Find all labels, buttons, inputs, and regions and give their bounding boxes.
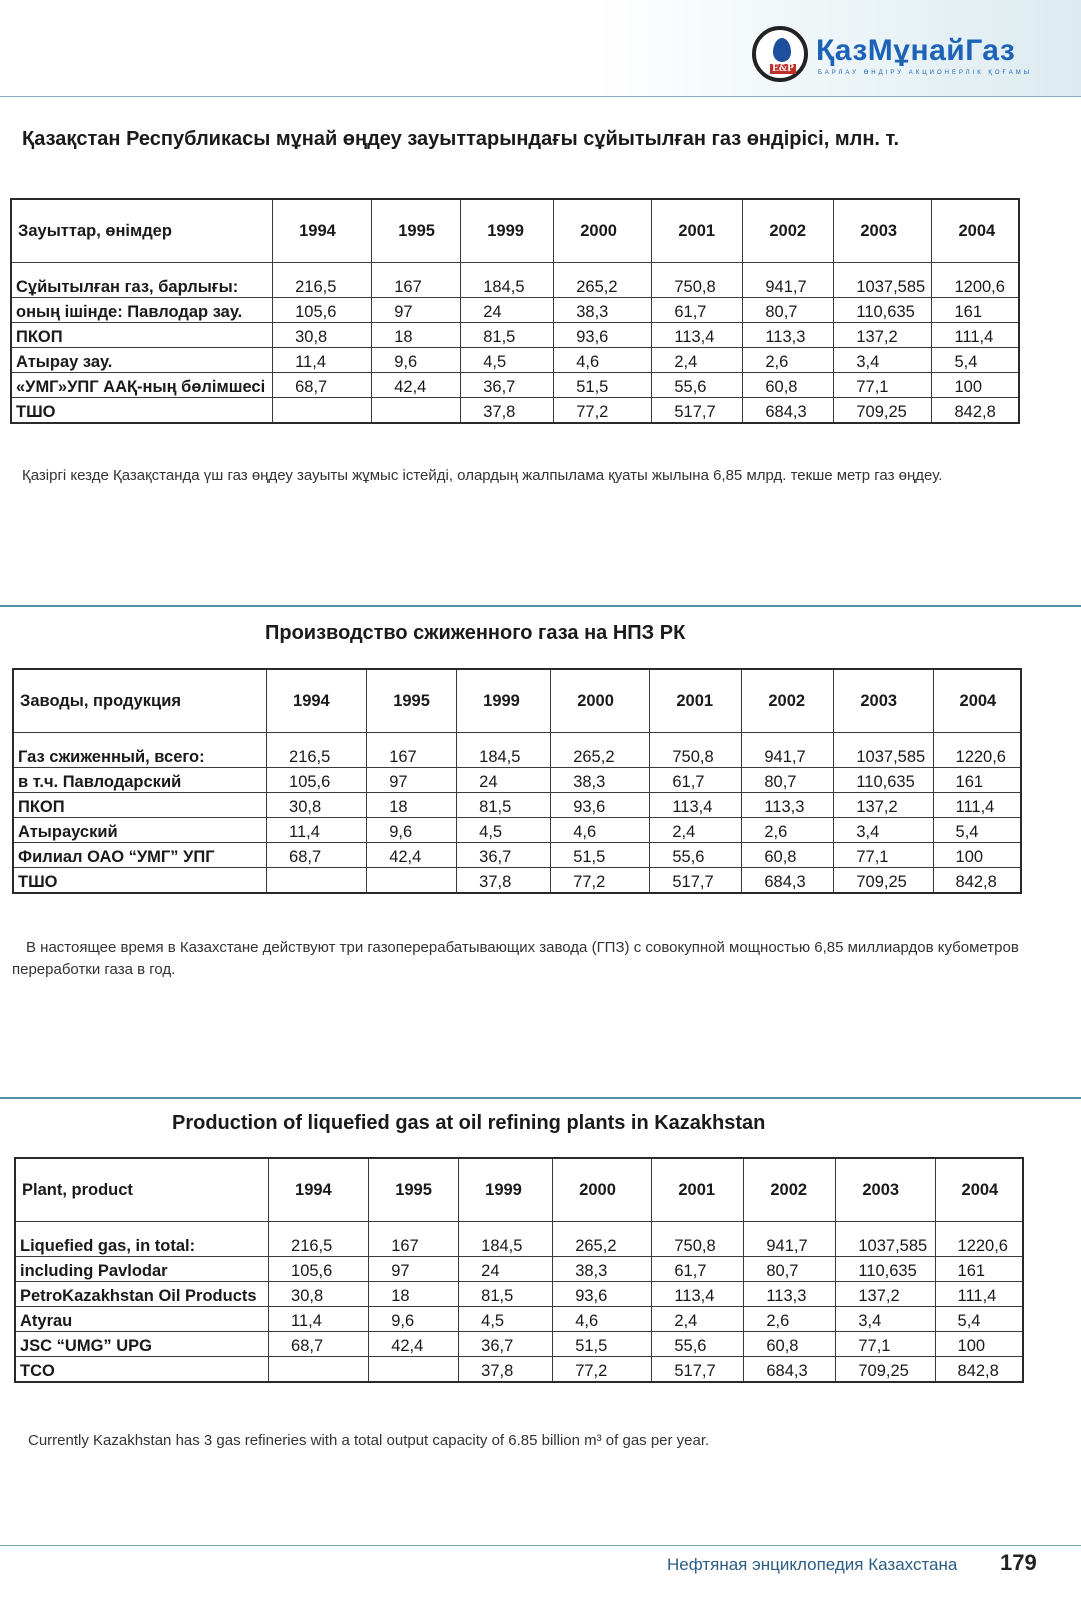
- table-cell: 2,6: [744, 1307, 836, 1332]
- table-cell: 30,8: [267, 793, 367, 818]
- table-cell: 517,7: [652, 398, 743, 424]
- table-cell: 9,6: [369, 1307, 459, 1332]
- table-cell: 55,6: [650, 843, 742, 868]
- table-cell: 4,6: [554, 348, 652, 373]
- column-header-year: 2002: [744, 1158, 836, 1222]
- table-cell: [273, 398, 372, 424]
- column-header-year: 2000: [553, 1158, 652, 1222]
- row-label: ТШО: [13, 868, 267, 894]
- table-cell: [269, 1357, 369, 1383]
- table-cell: 100: [933, 843, 1021, 868]
- column-header-year: 2004: [933, 669, 1021, 733]
- column-header-year: 2004: [932, 199, 1019, 263]
- table-cell: 110,635: [836, 1257, 935, 1282]
- section-divider: [0, 1097, 1081, 1099]
- table-cell: 9,6: [372, 348, 461, 373]
- table-row: [11, 398, 1019, 424]
- table-cell: 105,6: [273, 298, 372, 323]
- column-header-year: 1999: [457, 669, 551, 733]
- table-cell: 105,6: [269, 1257, 369, 1282]
- table-row: [13, 868, 1021, 894]
- section-title-russian: Производство сжиженного газа на НПЗ РК: [265, 622, 686, 644]
- table-cell: 111,4: [935, 1282, 1023, 1307]
- section-divider: [0, 605, 1081, 607]
- table-cell: 77,1: [836, 1332, 935, 1357]
- table-cell: 2,4: [650, 818, 742, 843]
- table-row: [15, 1282, 1023, 1307]
- table-cell: 5,4: [933, 818, 1021, 843]
- table-header-row: [13, 669, 1021, 733]
- column-header-year: 2003: [836, 1158, 935, 1222]
- row-label: ПКОП: [11, 323, 273, 348]
- table-cell: 80,7: [743, 298, 834, 323]
- table-cell: 684,3: [742, 868, 834, 894]
- table-cell: 81,5: [459, 1282, 553, 1307]
- table-row: [13, 818, 1021, 843]
- column-header-year: 2001: [650, 669, 742, 733]
- logo-badge: E&P: [772, 64, 794, 74]
- table-row: [13, 768, 1021, 793]
- table-cell: 55,6: [652, 1332, 744, 1357]
- table-cell: 750,8: [652, 1222, 744, 1257]
- table-cell: 30,8: [273, 323, 372, 348]
- table-cell: 3,4: [836, 1307, 935, 1332]
- header-divider: [0, 96, 1081, 97]
- column-header-label: Зауыттар, өнімдер: [11, 199, 273, 263]
- table-cell: 1037,585: [836, 1222, 935, 1257]
- column-header-year: 1995: [372, 199, 461, 263]
- table-cell: 4,5: [459, 1307, 553, 1332]
- table-cell: 61,7: [652, 1257, 744, 1282]
- column-header-year: 1994: [267, 669, 367, 733]
- table-cell: 1037,585: [834, 733, 933, 768]
- table-cell: 216,5: [273, 263, 372, 298]
- table-row: [15, 1307, 1023, 1332]
- table-cell: 842,8: [932, 398, 1019, 424]
- footer-title: Нефтяная энциклопедия Казахстана: [667, 1555, 958, 1574]
- table-cell: 77,1: [834, 373, 932, 398]
- table-row: [13, 733, 1021, 768]
- table-row: [15, 1257, 1023, 1282]
- page-number: 179: [1000, 1550, 1037, 1575]
- row-label: оның ішінде: Павлодар зау.: [11, 298, 273, 323]
- table-cell: 97: [367, 768, 457, 793]
- column-header-year: 2000: [551, 669, 650, 733]
- row-label: «УМГ»УПГ ААҚ-ның бөлімшесі: [11, 373, 273, 398]
- table-cell: 68,7: [267, 843, 367, 868]
- table-cell: 842,8: [933, 868, 1021, 894]
- table-cell: 265,2: [554, 263, 652, 298]
- table-cell: 517,7: [650, 868, 742, 894]
- table-cell: 750,8: [650, 733, 742, 768]
- table-cell: 3,4: [834, 348, 932, 373]
- table-cell: 5,4: [935, 1307, 1023, 1332]
- table-cell: 265,2: [551, 733, 650, 768]
- table-cell: 93,6: [554, 323, 652, 348]
- table-cell: 37,8: [459, 1357, 553, 1383]
- table-cell: 709,25: [834, 868, 933, 894]
- logo-emblem-icon: [752, 26, 808, 82]
- table-cell: 77,2: [554, 398, 652, 424]
- column-header-year: 1995: [367, 669, 457, 733]
- table-cell: 97: [372, 298, 461, 323]
- table-row: [13, 793, 1021, 818]
- table-cell: 517,7: [652, 1357, 744, 1383]
- column-header-year: 2001: [652, 199, 743, 263]
- table-cell: 161: [932, 298, 1019, 323]
- table-cell: 61,7: [650, 768, 742, 793]
- column-header-year: 1999: [461, 199, 554, 263]
- table-cell: 11,4: [273, 348, 372, 373]
- table-header-row: [11, 199, 1019, 263]
- row-label: JSC “UMG” UPG: [15, 1332, 269, 1357]
- table-cell: 684,3: [744, 1357, 836, 1383]
- table-cell: 110,635: [834, 768, 933, 793]
- table-cell: 18: [372, 323, 461, 348]
- table-cell: 77,2: [551, 868, 650, 894]
- table-cell: 4,6: [553, 1307, 652, 1332]
- section-title-kazakh: Қазақстан Республикасы мұнай өңдеу зауыттарындағы сұйытылған газ өндірісі, млн. т.: [22, 128, 900, 150]
- column-header-year: 1999: [459, 1158, 553, 1222]
- table-cell: 68,7: [269, 1332, 369, 1357]
- table-row: [15, 1332, 1023, 1357]
- note-russian: В настоящее время в Казахстане действуют три газоперерабатывающих завода (ГПЗ) с совокупной мощностью 6,85 миллиардов кубометров переработки газа в год.: [12, 939, 1019, 978]
- table-cell: 111,4: [932, 323, 1019, 348]
- data-table-english: [14, 1157, 1024, 1383]
- table-cell: 2,6: [743, 348, 834, 373]
- table-cell: 750,8: [652, 263, 743, 298]
- column-header-year: 2003: [834, 669, 933, 733]
- table-cell: 38,3: [551, 768, 650, 793]
- table-row: [11, 298, 1019, 323]
- table-cell: 167: [369, 1222, 459, 1257]
- table-cell: 1220,6: [935, 1222, 1023, 1257]
- table-cell: 81,5: [461, 323, 554, 348]
- row-label: ТШО: [11, 398, 273, 424]
- row-label: Liquefied gas, in total:: [15, 1222, 269, 1257]
- row-label: Атырау зау.: [11, 348, 273, 373]
- row-label: including Pavlodar: [15, 1257, 269, 1282]
- table-cell: 24: [457, 768, 551, 793]
- table-cell: 111,4: [933, 793, 1021, 818]
- table-cell: 709,25: [836, 1357, 935, 1383]
- table-cell: 1220,6: [933, 733, 1021, 768]
- row-label: Atyrau: [15, 1307, 269, 1332]
- column-header-label: Plant, product: [15, 1158, 269, 1222]
- row-label: в т.ч. Павлодарский: [13, 768, 267, 793]
- table-cell: 113,3: [744, 1282, 836, 1307]
- table-cell: 9,6: [367, 818, 457, 843]
- table-cell: 1037,585: [834, 263, 932, 298]
- logo-subtitle: БАРЛАУ ӨНДІРУ АКЦИОНЕРЛІК ҚОҒАМЫ: [818, 70, 1033, 76]
- note-kazakh: Қазіргі кезде Қазақстанда үш газ өңдеу зауыты жұмыс істейді, олардың жалпылама қуаты жылына 6,85 млрд. текше метр газ өңдеу.: [22, 467, 943, 484]
- table-cell: 51,5: [551, 843, 650, 868]
- row-label: TCO: [15, 1357, 269, 1383]
- company-logo: [752, 24, 1052, 92]
- table-row: [11, 373, 1019, 398]
- table-cell: 4,6: [551, 818, 650, 843]
- row-label: ПКОП: [13, 793, 267, 818]
- table-cell: 2,4: [652, 1307, 744, 1332]
- table-cell: 81,5: [457, 793, 551, 818]
- table-row: [11, 323, 1019, 348]
- table-cell: 5,4: [932, 348, 1019, 373]
- table-cell: 80,7: [744, 1257, 836, 1282]
- table-cell: 184,5: [459, 1222, 553, 1257]
- table-cell: 161: [933, 768, 1021, 793]
- column-header-year: 2003: [834, 199, 932, 263]
- table-cell: 4,5: [461, 348, 554, 373]
- table-cell: 842,8: [935, 1357, 1023, 1383]
- table-cell: 216,5: [267, 733, 367, 768]
- row-label: Сұйытылған газ, барлығы:: [11, 263, 273, 298]
- note-english: Currently Kazakhstan has 3 gas refineries with a total output capacity of 6.85 billion m³ of gas per year.: [28, 1432, 710, 1449]
- table-cell: 113,4: [652, 323, 743, 348]
- column-header-year: 1994: [269, 1158, 369, 1222]
- data-table-kazakh: [10, 198, 1020, 424]
- table-cell: 941,7: [742, 733, 834, 768]
- table-cell: 93,6: [553, 1282, 652, 1307]
- table-cell: 93,6: [551, 793, 650, 818]
- table-cell: 113,4: [650, 793, 742, 818]
- table-cell: 51,5: [553, 1332, 652, 1357]
- table-cell: 1200,6: [932, 263, 1019, 298]
- table-cell: 77,1: [834, 843, 933, 868]
- table-cell: 77,2: [553, 1357, 652, 1383]
- table-cell: 60,8: [743, 373, 834, 398]
- table-cell: 80,7: [742, 768, 834, 793]
- table-cell: 18: [369, 1282, 459, 1307]
- table-cell: [372, 398, 461, 424]
- table-cell: 137,2: [834, 793, 933, 818]
- table-cell: 184,5: [461, 263, 554, 298]
- table-cell: 37,8: [461, 398, 554, 424]
- column-header-year: 1995: [369, 1158, 459, 1222]
- row-label: Филиал ОАО “УМГ” УПГ: [13, 843, 267, 868]
- table-cell: 60,8: [744, 1332, 836, 1357]
- table-cell: 24: [461, 298, 554, 323]
- table-cell: 137,2: [834, 323, 932, 348]
- oil-drop-icon: [773, 38, 791, 62]
- table-cell: 113,3: [743, 323, 834, 348]
- table-row: [11, 348, 1019, 373]
- table-cell: 167: [372, 263, 461, 298]
- table-cell: 265,2: [553, 1222, 652, 1257]
- table-cell: 36,7: [459, 1332, 553, 1357]
- table-cell: 184,5: [457, 733, 551, 768]
- column-header-year: 2004: [935, 1158, 1023, 1222]
- column-header-year: 2000: [554, 199, 652, 263]
- table-cell: 100: [935, 1332, 1023, 1357]
- table-cell: 684,3: [743, 398, 834, 424]
- table-cell: 2,4: [652, 348, 743, 373]
- table-cell: [367, 868, 457, 894]
- table-cell: 113,3: [742, 793, 834, 818]
- table-cell: 167: [367, 733, 457, 768]
- column-header-year: 1994: [273, 199, 372, 263]
- table-cell: 161: [935, 1257, 1023, 1282]
- table-cell: 110,635: [834, 298, 932, 323]
- table-cell: 36,7: [457, 843, 551, 868]
- table-cell: 113,4: [652, 1282, 744, 1307]
- table-cell: 709,25: [834, 398, 932, 424]
- table-cell: 68,7: [273, 373, 372, 398]
- table-row: [13, 843, 1021, 868]
- table-cell: 42,4: [372, 373, 461, 398]
- column-header-year: 2001: [652, 1158, 744, 1222]
- table-cell: 11,4: [267, 818, 367, 843]
- table-cell: 37,8: [457, 868, 551, 894]
- table-cell: 216,5: [269, 1222, 369, 1257]
- section-title-english: Production of liquefied gas at oil refining plants in Kazakhstan: [172, 1112, 766, 1134]
- footer-divider: [0, 1545, 1081, 1546]
- table-cell: 137,2: [836, 1282, 935, 1307]
- table-cell: 61,7: [652, 298, 743, 323]
- table-cell: 51,5: [554, 373, 652, 398]
- table-cell: 36,7: [461, 373, 554, 398]
- table-cell: 97: [369, 1257, 459, 1282]
- table-cell: 38,3: [553, 1257, 652, 1282]
- table-cell: [267, 868, 367, 894]
- table-cell: 24: [459, 1257, 553, 1282]
- column-header-label: Заводы, продукция: [13, 669, 267, 733]
- table-row: [11, 263, 1019, 298]
- data-table-russian: [12, 668, 1022, 894]
- table-cell: 11,4: [269, 1307, 369, 1332]
- table-cell: 30,8: [269, 1282, 369, 1307]
- table-cell: 42,4: [367, 843, 457, 868]
- table-cell: 941,7: [743, 263, 834, 298]
- table-cell: 105,6: [267, 768, 367, 793]
- table-cell: 42,4: [369, 1332, 459, 1357]
- table-cell: 60,8: [742, 843, 834, 868]
- row-label: Газ сжиженный, всего:: [13, 733, 267, 768]
- table-cell: 941,7: [744, 1222, 836, 1257]
- table-row: [15, 1357, 1023, 1383]
- column-header-year: 2002: [743, 199, 834, 263]
- logo-name: ҚазМұнайГаз: [816, 34, 1016, 67]
- table-cell: 3,4: [834, 818, 933, 843]
- row-label: Атырауский: [13, 818, 267, 843]
- table-cell: 4,5: [457, 818, 551, 843]
- table-cell: 38,3: [554, 298, 652, 323]
- row-label: PetroKazakhstan Oil Products: [15, 1282, 269, 1307]
- table-cell: 100: [932, 373, 1019, 398]
- table-row: [15, 1222, 1023, 1257]
- table-cell: [369, 1357, 459, 1383]
- table-cell: 55,6: [652, 373, 743, 398]
- table-cell: 2,6: [742, 818, 834, 843]
- table-cell: 18: [367, 793, 457, 818]
- column-header-year: 2002: [742, 669, 834, 733]
- table-header-row: [15, 1158, 1023, 1222]
